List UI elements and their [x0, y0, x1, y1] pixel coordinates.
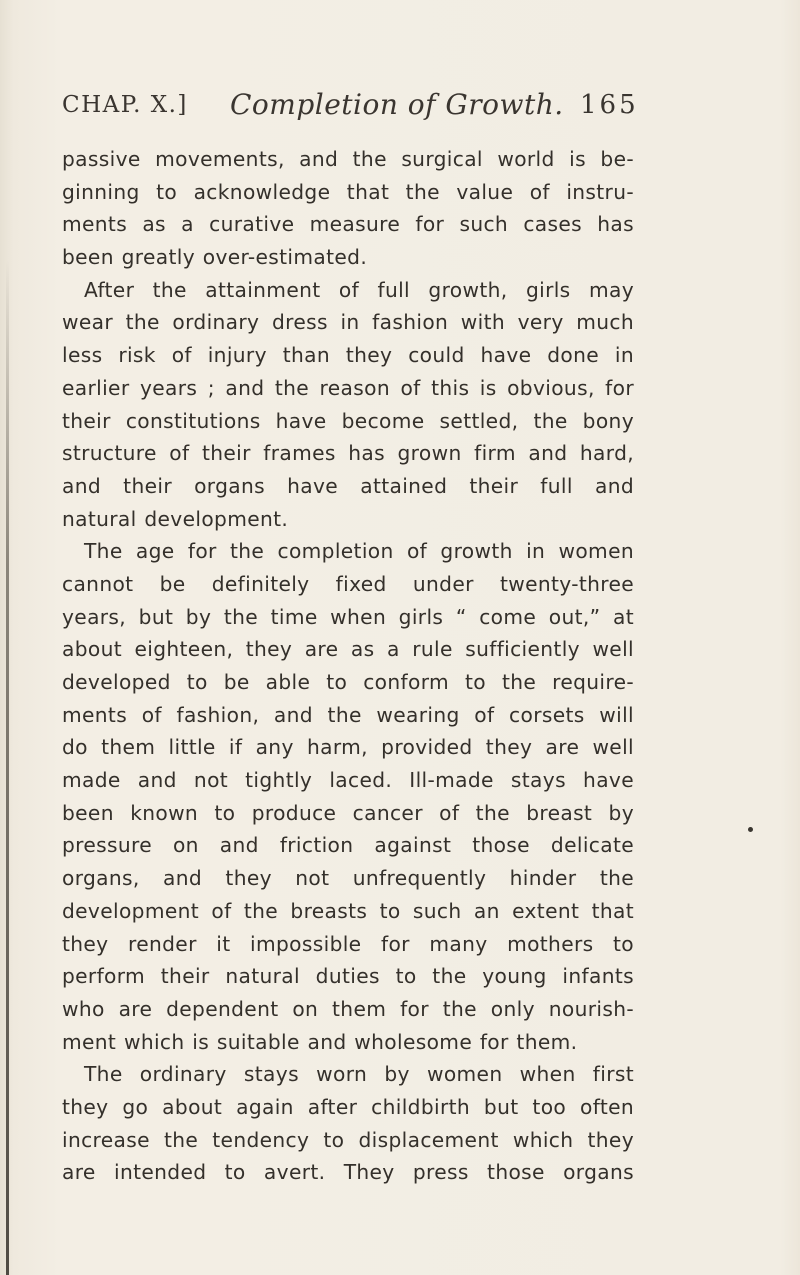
text-line: are intended to avert. They press those organs: [62, 1160, 634, 1185]
ink-speck: [748, 827, 753, 832]
text-line: perform their natural duties to the young infants: [62, 964, 634, 989]
text-line: After the attainment of full growth, girls may: [84, 277, 634, 302]
text-line: they go about again after childbirth but too often: [62, 1094, 634, 1119]
text-line: The age for the completion of growth in women: [84, 539, 634, 564]
text-line: made and not tightly laced. Ill-made stays have: [62, 768, 634, 793]
text-line: cannot be definitely fixed under twenty-three: [62, 571, 634, 596]
text-line: who are dependent on them for the only nourish-: [62, 996, 634, 1021]
text-line: been known to produce cancer of the breast by: [62, 800, 634, 825]
text-line: their constitutions have become settled, the bony: [62, 408, 634, 433]
running-head: [62, 76, 639, 126]
text-line: pressure on and friction against those delicate: [62, 833, 634, 858]
text-line: The ordinary stays worn by women when first: [84, 1062, 634, 1087]
text-line: structure of their frames has grown firm and hard,: [62, 441, 634, 466]
text-line: ginning to acknowledge that the value of instru-: [62, 179, 634, 204]
text-line: do them little if any harm, provided they are well: [62, 735, 634, 760]
text-line: they render it impossible for many mothers to: [62, 931, 634, 956]
text-line: been greatly over-estimated.: [62, 245, 368, 270]
body-text: [62, 143, 634, 1189]
chapter-label: CHAP. X.]: [62, 92, 188, 118]
text-line: developed to be able to conform to the require-: [62, 670, 634, 694]
text-line: earlier years ; and the reason of this is obvious, for: [62, 375, 634, 400]
text-line: and their organs have attained their full and: [62, 473, 634, 498]
text-line: wear the ordinary dress in fashion with very much: [62, 310, 634, 335]
binding-shadow: [6, 260, 9, 1275]
text-line: about eighteen, they are as a rule sufficiently well: [62, 637, 634, 662]
text-line: organs, and they not unfrequently hinder the: [62, 866, 634, 891]
text-line: ments of fashion, and the wearing of corsets will: [62, 702, 634, 727]
text-line: ments as a curative measure for such cases has: [62, 212, 634, 237]
text-line: ment which is suitable and wholesome for them.: [62, 1029, 578, 1054]
page-number: 165: [580, 90, 639, 120]
text-line: years, but by the time when girls “ come out,” at: [62, 604, 634, 629]
text-line: less risk of injury than they could have done in: [62, 343, 634, 368]
text-line: development of the breasts to such an extent that: [62, 898, 634, 923]
text-line: natural development.: [62, 506, 289, 531]
text-line: increase the tendency to displacement which they: [62, 1127, 634, 1152]
chapter-title: Completion of Growth.: [230, 88, 564, 121]
text-line: passive movements, and the surgical world is be-: [62, 147, 634, 171]
